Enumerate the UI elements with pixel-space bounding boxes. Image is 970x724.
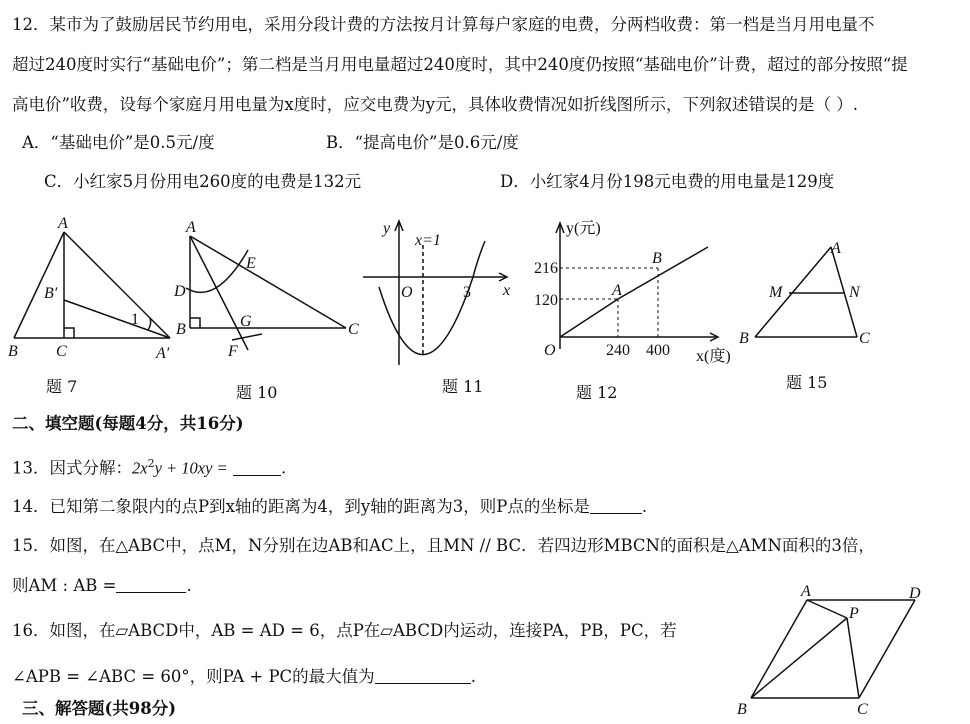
fig12-label-x: x(度) (696, 348, 731, 365)
fig7-right-angle (64, 328, 74, 338)
fig7-label-a-prime: A′ (156, 345, 170, 362)
q13-end: . (280, 458, 287, 478)
fig12-label-400: 400 (646, 342, 670, 359)
fig16-label-p: P (849, 605, 859, 622)
fig16-segment-pc (847, 618, 859, 698)
fig7-angle-arc (148, 318, 151, 330)
fig10-label-d: D (174, 283, 186, 300)
q15-line-2 (12, 575, 192, 597)
fig12-label-240: 240 (606, 342, 630, 359)
q12-line-2: 超过240度时实行“基础电价”；第二档是当月用电量超过240度时，其中240度仍按照“基础电价”计费，超过的部分按照“提 (12, 55, 908, 74)
fig16-label-c: C (857, 701, 868, 718)
q12-option-d: D．小红家4月份198元电费的用电量是129度 (500, 172, 835, 191)
figure-11 (355, 215, 525, 370)
fig11-caption: 题 11 (442, 377, 484, 396)
q13-answer-blank[interactable] (233, 459, 281, 476)
fig16-segment-ab (751, 600, 807, 698)
q14-end: . (641, 497, 648, 516)
fig12-label-a: A (612, 282, 622, 299)
fig16-segment-pb (751, 618, 847, 698)
fig7-caption: 题 7 (46, 377, 78, 396)
fig10-label-g: G (240, 313, 252, 330)
q13 (12, 453, 286, 480)
fig12-segment-ab (618, 247, 708, 299)
figure-16 (735, 580, 935, 720)
fig7-label-a: A (58, 215, 68, 232)
fig10-label-b: B (176, 321, 186, 338)
fig10-label-a: A (186, 219, 196, 236)
section-2-heading: 二、填空题(每题4分，共16分) (12, 414, 244, 433)
fig12-caption: 题 12 (576, 383, 618, 402)
fig16-segment-dc (859, 600, 915, 698)
q12-option-b: B．“提高电价”是0.6元/度 (326, 133, 519, 152)
fig10-label-e: E (246, 255, 256, 272)
fig7-segment-ba-prime (64, 300, 170, 338)
q16-line-2 (12, 666, 476, 688)
q14 (12, 496, 647, 518)
q16-condition: ∠APB = ∠ABC = 60°，则PA + PC的最大值为 (12, 667, 375, 686)
q14-answer-blank[interactable] (590, 497, 642, 514)
fig12-label-216: 216 (534, 260, 558, 277)
fig15-label-b: B (739, 330, 749, 347)
fig16-label-d: D (909, 585, 921, 602)
fig10-caption: 题 10 (236, 383, 278, 402)
fig11-label-x: x (503, 282, 511, 299)
figure-15 (735, 235, 885, 355)
fig10-arc-de (186, 250, 248, 292)
fig7-segment-aa (64, 232, 170, 338)
fig16-label-b: B (737, 701, 747, 718)
fig12-segment-oa (560, 299, 618, 337)
fig12-label-origin: O (544, 342, 556, 359)
q12-option-c: C．小红家5月份用电260度的电费是132元 (44, 172, 362, 191)
fig11-label-y: y (383, 220, 391, 237)
q13-expr-b: y + 10xy = (154, 458, 228, 478)
fig15-caption: 题 15 (786, 373, 828, 392)
q15-line-1: 15．如图，在△ABC中，点M，N分别在边AB和AC上，且MN // BC．若四边形MBCN的面积是△AMN面积的3倍， (12, 536, 875, 555)
fig15-label-c: C (859, 330, 870, 347)
q15-end: . (186, 576, 192, 595)
figure-10 (170, 210, 370, 360)
q13-prefix: 13．因式分解： (12, 458, 132, 478)
q13-exponent: 2 (147, 457, 155, 470)
fig15-label-m: M (769, 284, 783, 301)
section-3-heading: 三、解答题(共98分) (22, 699, 177, 718)
fig7-label-b-prime: B′ (44, 285, 58, 302)
fig16-label-a: A (801, 583, 811, 600)
q12-line-1: 12．某市为了鼓励居民节约用电，采用分段计费的方法按月计算每户家庭的电费，分两档收费：第一档是当月用电量不 (12, 15, 875, 34)
fig7-label-angle-1: 1 (131, 311, 139, 328)
fig10-arc-mark-f (232, 334, 262, 340)
q16-line-1: 16．如图，在▱ABCD中，AB = AD = 6，点P在▱ABCD内运动，连接PA，PB，PC，若 (12, 621, 677, 640)
fig15-segment-ab (755, 247, 831, 337)
figure-12 (530, 215, 740, 370)
fig10-label-f: F (228, 343, 238, 360)
q15-answer-blank[interactable] (116, 576, 186, 593)
fig15-label-n: N (849, 284, 860, 301)
q14-text: 14．已知第二象限内的点P到x轴的距离为4，到y轴的距离为3，则P点的坐标是 (12, 497, 590, 516)
fig7-label-c: C (56, 343, 67, 360)
fig12-label-b: B (652, 250, 662, 267)
q13-expr-a: 2x (132, 458, 148, 478)
q12-line-3: 高电价”收费，设每个家庭月用电量为x度时，应交电费为y元，具体收费情况如折线图所示，下列叙述错误的是（ ）. (12, 95, 859, 114)
fig7-label-b: B (8, 343, 18, 360)
fig12-label-120: 120 (534, 292, 558, 309)
fig10-right-angle (190, 318, 200, 328)
fig15-label-a: A (831, 240, 841, 257)
figure-7 (0, 210, 190, 360)
fig11-label-origin: O (401, 284, 413, 301)
q12-option-a: A．“基础电价”是0.5元/度 (22, 133, 215, 152)
fig12-label-y: y(元) (566, 220, 601, 237)
q16-answer-blank[interactable] (375, 667, 471, 684)
q15-ratio: 则AM : AB = (12, 576, 117, 595)
fig11-label-axis-eq: x=1 (415, 232, 441, 249)
fig11-label-three: 3 (463, 284, 471, 301)
q16-end: . (470, 667, 476, 686)
fig16-segment-pa (807, 600, 847, 618)
fig10-label-c: C (348, 321, 359, 338)
